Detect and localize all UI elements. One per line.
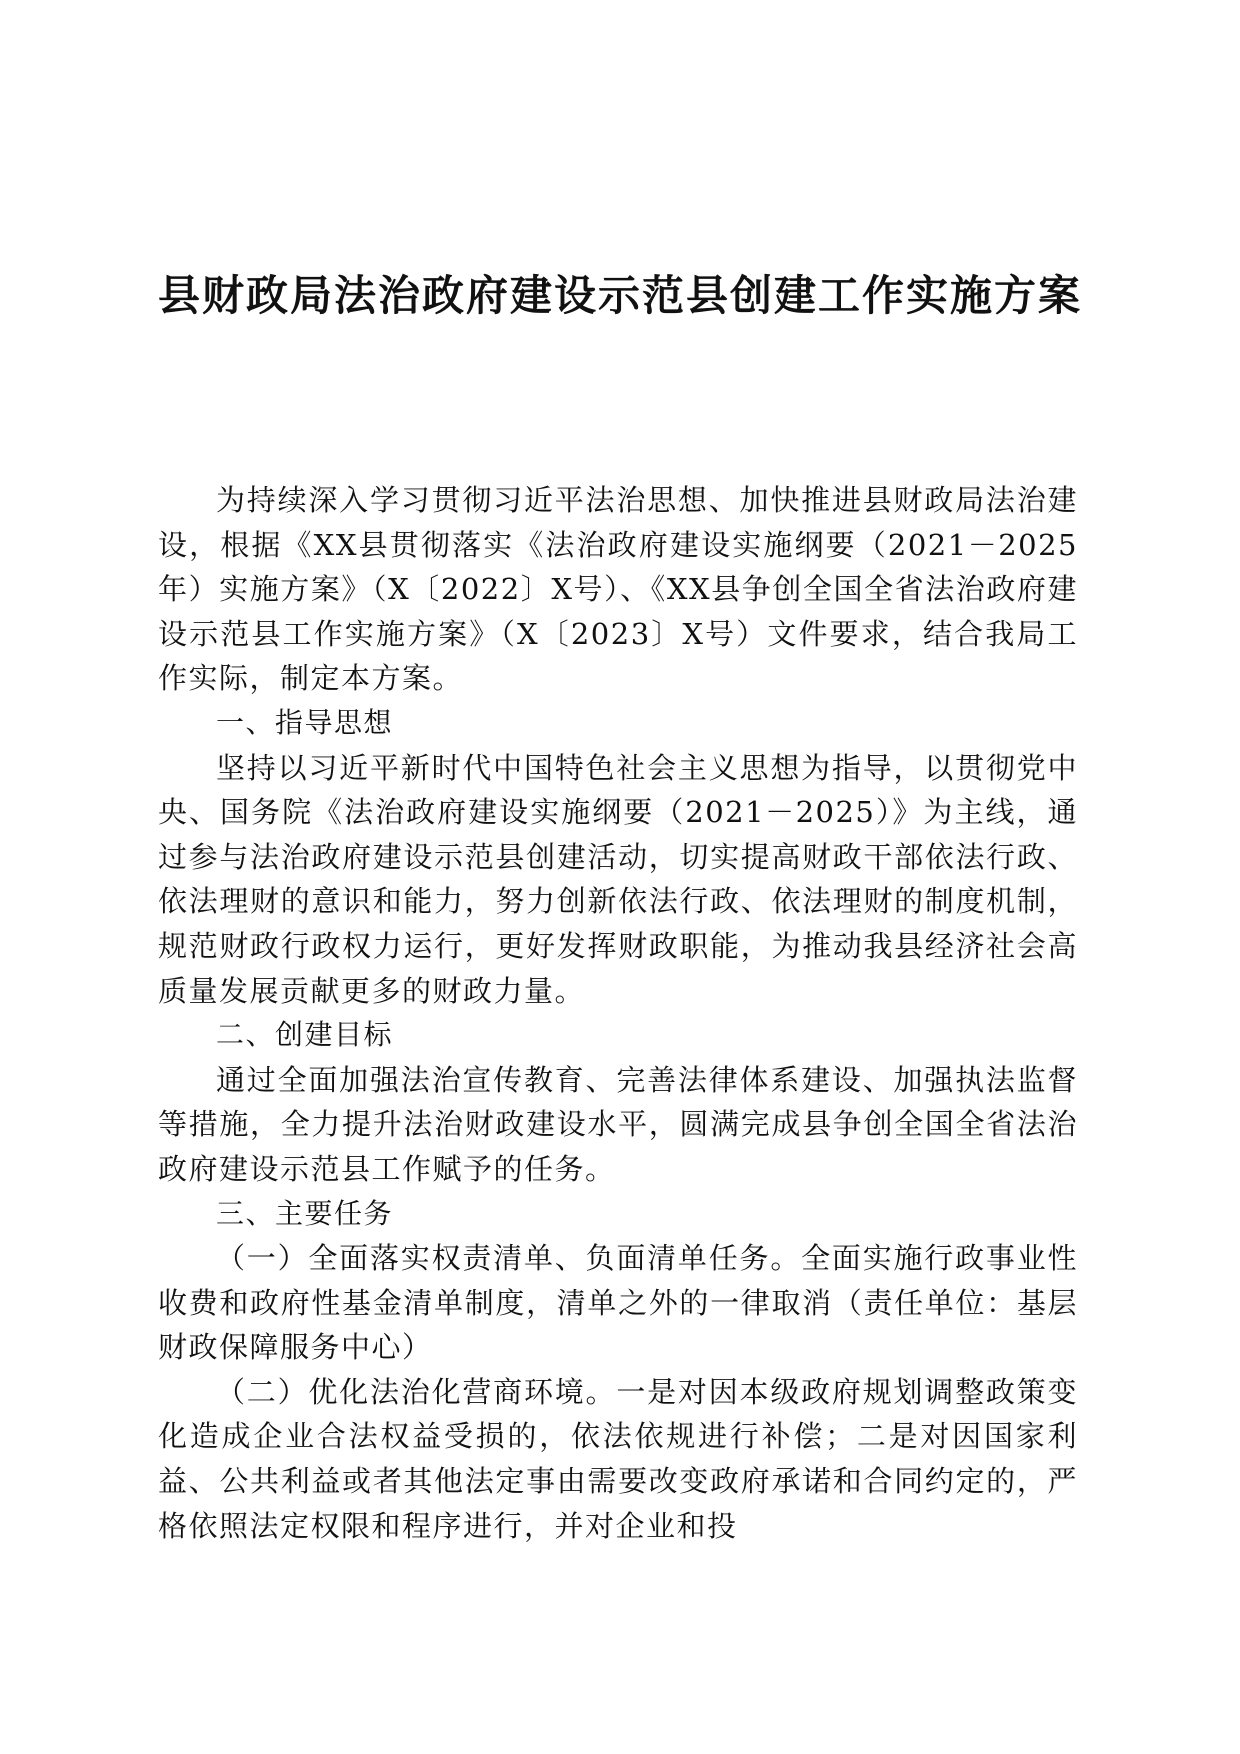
task-paragraph-2: （二）优化法治化营商环境。一是对因本级政府规划调整政策变化造成企业合法权益受损的，依法依规进行补偿；二是对因国家利益、公共利益或者其他法定事由需要改变政府承诺和合同约定的，严格依照法定权限和程序进行，并对企业和投 xyxy=(158,1374,1078,1543)
task-paragraph-1: （一）全面落实权责清单、负面清单任务。全面实施行政事业性收费和政府性基金清单制度，清单之外的一律取消（责任单位：基层财政保障服务中心） xyxy=(158,1241,1078,1365)
section-heading-goals: 二、创建目标 xyxy=(216,1018,394,1052)
section-heading-main-tasks: 三、主要任务 xyxy=(216,1196,394,1230)
intro-paragraph: 为持续深入学习贯彻习近平法治思想、加快推进县财政局法治建设，根据《XX县贯彻落实《法治政府建设实施纲要（2021－2025年）实施方案》（X〔2022〕X号）、《XX县争创全国全省法治政府建设示范县工作实施方案》（X〔2023〕X号）文件要求，结合我局工作实际，制定本方案。 xyxy=(158,483,1078,696)
section-heading-guiding-ideology: 一、指导思想 xyxy=(216,705,394,739)
guiding-ideology-paragraph: 坚持以习近平新时代中国特色社会主义思想为指导，以贯彻党中央、国务院《法治政府建设实施纲要（2021－2025）》为主线，通过参与法治政府建设示范县创建活动，切实提高财政干部依法行政、依法理财的意识和能力，努力创新依法行政、依法理财的制度机制，规范财政行政权力运行，更好发挥财政职能，为推动我县经济社会高质量发展贡献更多的财政力量。 xyxy=(158,750,1078,1008)
goals-paragraph: 通过全面加强法治宣传教育、完善法律体系建设、加强执法监督等措施，全力提升法治财政建设水平，圆满完成县争创全国全省法治政府建设示范县工作赋予的任务。 xyxy=(158,1062,1078,1186)
document-body xyxy=(158,478,1078,1548)
document-title: 县财政局法治政府建设示范县创建工作实施方案 xyxy=(157,271,1082,320)
